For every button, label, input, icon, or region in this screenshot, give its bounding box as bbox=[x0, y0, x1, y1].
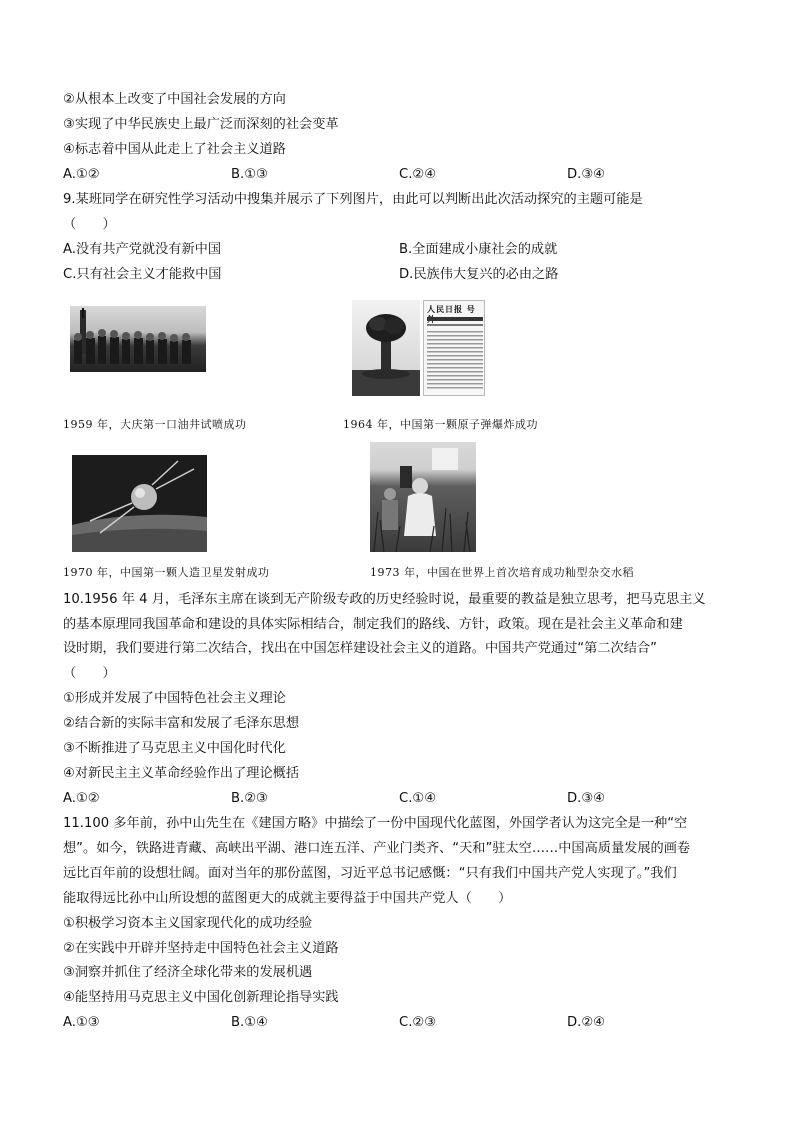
q11-item-2: ②在实践中开辟并坚持走中国特色社会主义道路 bbox=[63, 941, 339, 956]
q8-item-2: ②从根本上改变了中国社会发展的方向 bbox=[63, 92, 286, 107]
q10-stem-line-1: 10.1956 年 4 月，毛泽东主席在谈到无产阶级专政的历史经验时说，最重要的教益是独立思考，把马克思主义 bbox=[63, 592, 706, 607]
caption-hybrid-rice: 1973 年，中国在世界上首次培育成功籼型杂交水稻 bbox=[370, 566, 634, 579]
q10-option-b[interactable]: B.②③ bbox=[231, 791, 268, 806]
q9-option-b[interactable]: B.全面建成小康社会的成就 bbox=[399, 242, 558, 257]
q10-blank: （ ） bbox=[63, 666, 116, 681]
q10-item-1: ①形成并发展了中国特色社会主义理论 bbox=[63, 691, 286, 706]
q11-option-b[interactable]: B.①④ bbox=[231, 1015, 268, 1030]
q9-option-d[interactable]: D.民族伟大复兴的必由之路 bbox=[399, 267, 559, 282]
q10-item-3: ③不断推进了马克思主义中国化时代化 bbox=[63, 741, 286, 756]
caption-satellite: 1970 年，中国第一颗人造卫星发射成功 bbox=[63, 566, 270, 579]
q9-stem: 9.某班同学在研究性学习活动中搜集并展示了下列图片，由此可以判断出此次活动探究的主题可能是 bbox=[63, 192, 643, 207]
q9-option-c[interactable]: C.只有社会主义才能救中国 bbox=[63, 267, 222, 282]
q10-option-a[interactable]: A.①② bbox=[63, 791, 100, 806]
satellite-photo bbox=[72, 455, 207, 552]
q8-options bbox=[63, 166, 683, 184]
q8-option-c[interactable]: C.②④ bbox=[399, 167, 437, 182]
q8-option-d[interactable]: D.③④ bbox=[567, 167, 605, 182]
q8-item-3: ③实现了中华民族史上最广泛而深刻的社会变革 bbox=[63, 117, 339, 132]
q10-item-4: ④对新民主主义革命经验作出了理论概括 bbox=[63, 766, 300, 781]
q11-stem-line-1: 11.100 多年前，孙中山先生在《建国方略》中描绘了一份中国现代化蓝图，外国学者认为这完全是一种“空 bbox=[63, 816, 688, 831]
q10-item-2: ②结合新的实际丰富和发展了毛泽东思想 bbox=[63, 716, 300, 731]
oil-well-photo bbox=[70, 306, 206, 372]
q8-option-a[interactable]: A.①② bbox=[63, 167, 100, 182]
q11-option-d[interactable]: D.②④ bbox=[567, 1015, 605, 1030]
caption-oil-well: 1959 年，大庆第一口油井试喷成功 bbox=[63, 418, 247, 431]
newspaper-masthead: 人民日报 号 bbox=[427, 304, 476, 314]
q10-stem-line-2: 的基本原理同我国革命和建设的具体实际相结合，制定我们的路线、方针，政策。现在是社会主义革命和建 bbox=[63, 617, 683, 632]
atomic-bomb-photo bbox=[352, 300, 420, 396]
q10-option-d[interactable]: D.③④ bbox=[567, 791, 605, 806]
q10-stem-line-3: 设时期，我们要进行第二次结合，找出在中国怎样建设社会主义的道路。中国共产党通过“第二次结合” bbox=[63, 641, 657, 656]
q9-option-a[interactable]: A.没有共产党就没有新中国 bbox=[63, 242, 222, 257]
q10-options bbox=[63, 790, 683, 808]
hybrid-rice-photo bbox=[370, 442, 476, 552]
q9-options-row1 bbox=[63, 241, 663, 259]
q10-option-c[interactable]: C.①④ bbox=[399, 791, 437, 806]
q11-item-3: ③洞察并抓住了经济全球化带来的发展机遇 bbox=[63, 965, 313, 980]
q11-option-a[interactable]: A.①③ bbox=[63, 1015, 100, 1030]
q11-stem-line-3: 远比百年前的设想壮阔。面对当年的那份蓝图，习近平总书记感慨：“只有我们中国共产党人实现了。”我们 bbox=[63, 866, 677, 881]
q11-option-c[interactable]: C.②③ bbox=[399, 1015, 437, 1030]
caption-atomic-bomb: 1964 年，中国第一颗原子弹爆炸成功 bbox=[343, 418, 538, 431]
q8-option-b[interactable]: B.①③ bbox=[231, 167, 268, 182]
q11-stem-line-2: 想”。如今，铁路进青藏、高峡出平湖、港口连五洋、产业门类齐、“天和”驻太空……中国高质量发展的画卷 bbox=[63, 841, 691, 856]
q8-item-4: ④标志着中国从此走上了社会主义道路 bbox=[63, 142, 286, 157]
q11-options bbox=[63, 1014, 683, 1032]
q11-item-1: ①积极学习资本主义国家现代化的成功经验 bbox=[63, 916, 313, 931]
q9-blank: （ ） bbox=[63, 217, 116, 232]
q11-stem-line-4: 能取得远比孙中山所设想的蓝图更大的成就主要得益于中国共产党人（ ） bbox=[63, 891, 512, 906]
newspaper-photo bbox=[423, 300, 485, 396]
q9-options-row2 bbox=[63, 266, 663, 284]
q11-item-4: ④能坚持用马克思主义中国化创新理论指导实践 bbox=[63, 990, 339, 1005]
